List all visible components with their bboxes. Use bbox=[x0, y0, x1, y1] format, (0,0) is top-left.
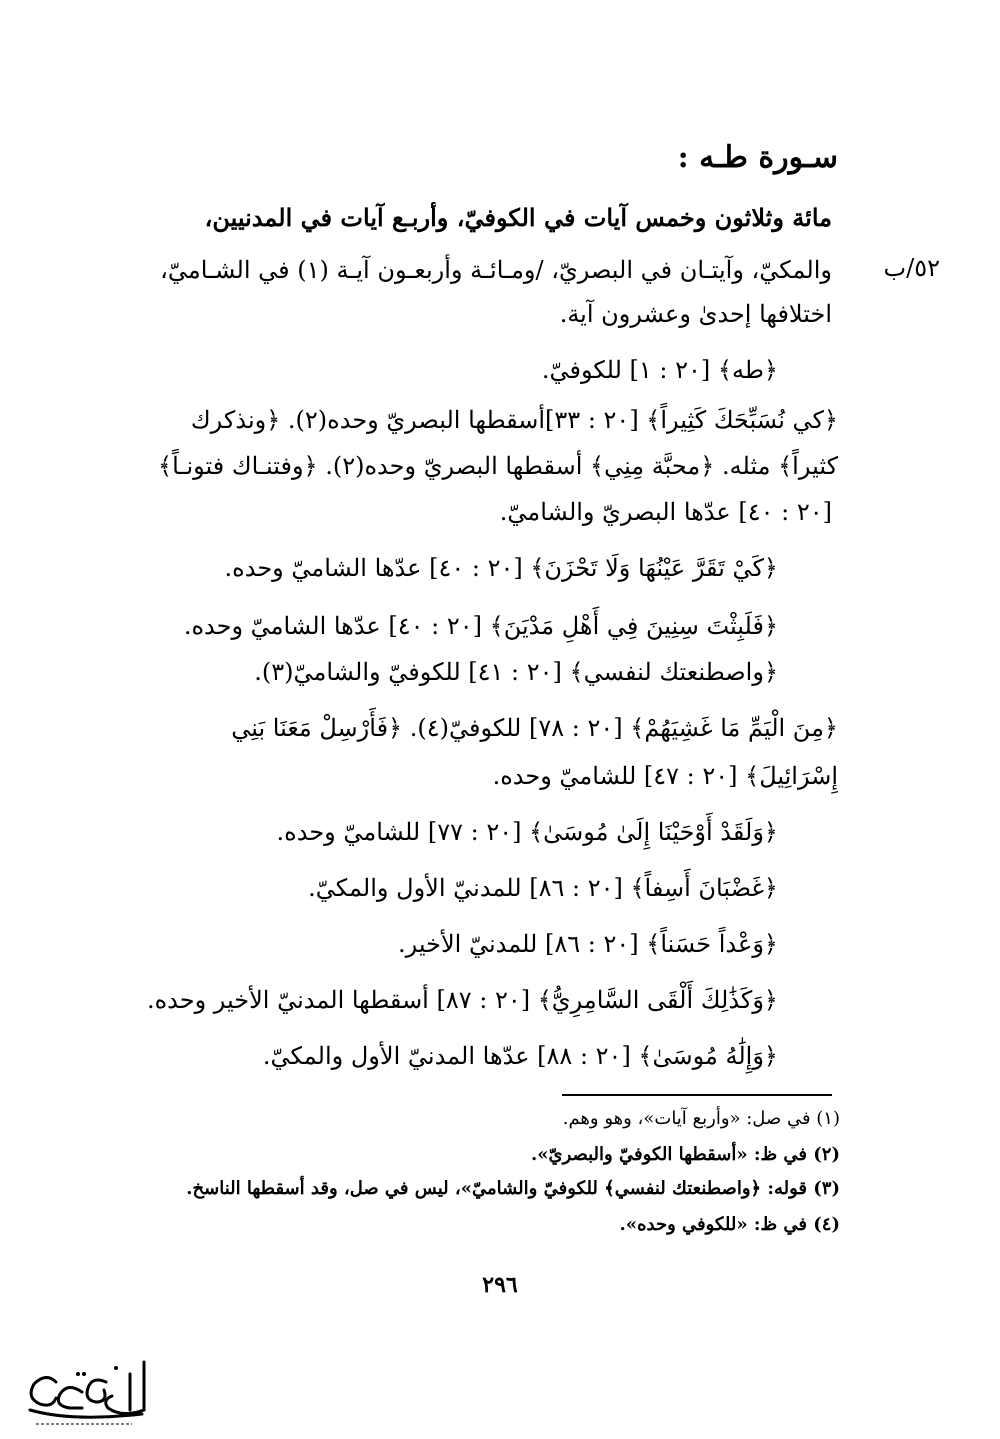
text-line: ﴿كَيْ تَقَرَّ عَيْنُهَا وَلَا تَحْزَنَ﴾ [٢٠ : ٤٠] عدّها الشاميّ وحده. bbox=[224, 554, 778, 582]
surah-title: سـورة طـه : bbox=[677, 140, 838, 175]
text-line: [٢٠ : ٤٠] عدّها البصريّ والشاميّ. bbox=[499, 498, 832, 526]
calligraphy-logo bbox=[12, 1352, 160, 1432]
text-line: ﴿وَإِلَٰهُ مُوسَىٰ﴾ [٢٠ : ٨٨] عدّها المدنيّ الأول والمكيّ. bbox=[262, 1042, 778, 1070]
text-line: ﴿واصطنعتك لنفسي﴾ [٢٠ : ٤١] للكوفيّ والشاميّ(٣). bbox=[254, 658, 778, 686]
text-line: ﴿وَلَقَدْ أَوْحَيْنَا إِلَىٰ مُوسَىٰ﴾ [٢٠ : ٧٧] للشاميّ وحده. bbox=[276, 818, 778, 846]
text-line: ﴿فَلَبِثْتَ سِنِينَ فِي أَهْلِ مَدْيَنَ﴾ [٢٠ : ٤٠] عدّها الشاميّ وحده. bbox=[183, 612, 778, 640]
footnote-divider bbox=[562, 1094, 832, 1096]
margin-folio-note: ٥٢/ب bbox=[883, 254, 940, 282]
page-number: ٢٩٦ bbox=[482, 1272, 518, 1298]
text-line: ﴿مِنَ الْيَمِّ مَا غَشِيَهُمْ﴾ [٢٠ : ٧٨] للكوفيّ(٤). ﴿فَأَرْسِلْ مَعَنَا بَنِي bbox=[231, 714, 838, 742]
text-line: ﴿كي نُسَبِّحَكَ كَثِيراً﴾ [٢٠ : ٣٣]أسقطها البصريّ وحده(٢). ﴿ونذكرك bbox=[190, 406, 838, 434]
text-line: اختلافها إحدىٰ وعشرون آية. bbox=[559, 300, 832, 328]
text-line: مائة وثلاثون وخمس آيات في الكوفيّ، وأربـع آيات في المدنيين، bbox=[204, 203, 832, 232]
footnote: (٣) قوله: ﴿واصطنعتك لنفسي﴾ للكوفيّ والشاميّ»، ليس في صل، وقد أسقطها الناسخ. bbox=[186, 1178, 840, 1199]
footnote: (١) في صل: «وأربع آيات»، وهو وهم. bbox=[562, 1108, 840, 1129]
footnote: (٤) في ظ: «للكوفي وحده». bbox=[619, 1214, 840, 1235]
text-line: ﴿طه﴾ [٢٠ : ١] للكوفيّ. bbox=[541, 356, 778, 384]
text-line: ﴿غَضْبَانَ أَسِفاً﴾ [٢٠ : ٨٦] للمدنيّ الأول والمكيّ. bbox=[308, 874, 778, 902]
text-line: والمكيّ، وآيتـان في البصريّ، /ومـائـة وأربعـون آيـة (١) في الشـاميّ، bbox=[160, 256, 832, 284]
text-line: ﴿وَعْداً حَسَناً﴾ [٢٠ : ٨٦] للمدنيّ الأخير. bbox=[398, 930, 778, 958]
text-line: ﴿وَكَذَٰلِكَ أَلْقَى السَّامِرِيُّ﴾ [٢٠ : ٨٧] أسقطها المدنيّ الأخير وحده. bbox=[146, 986, 778, 1014]
footnote: (٢) في ظ: «أسقطها الكوفيّ والبصريّ». bbox=[530, 1144, 840, 1165]
text-line: إِسْرَائِيلَ﴾ [٢٠ : ٤٧] للشاميّ وحده. bbox=[492, 762, 838, 790]
text-line: كثيراً﴾ مثله. ﴿محبَّة مِنِي﴾ أسقطها البصريّ وحده(٢). ﴿وفتنـاك فتونـاً﴾ bbox=[158, 452, 838, 480]
